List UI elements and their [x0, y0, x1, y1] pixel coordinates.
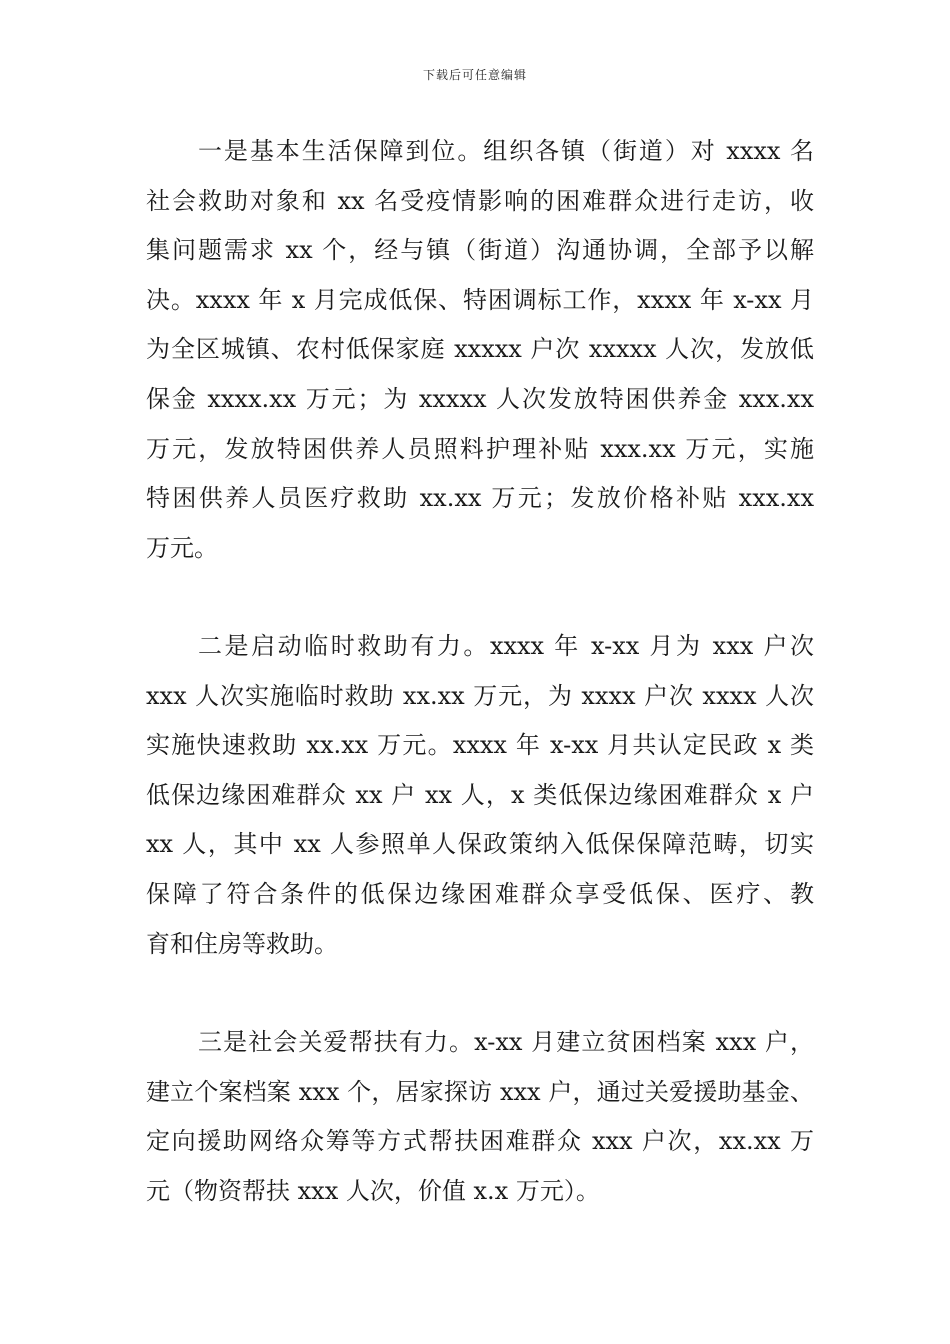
text-line: 决。xxxx 年 x 月完成低保、特困调标工作，xxxx 年 x-xx 月	[146, 285, 814, 314]
text-line: 保金 xxxx.xx 万元；为 xxxxx 人次发放特困供养金 xxx.xx	[146, 384, 814, 413]
text-line: 集问题需求 xx 个，经与镇（街道）沟通协调，全部予以解	[146, 236, 814, 265]
paragraph-lines	[146, 622, 814, 969]
text-line: 保障了符合条件的低保边缘困难群众享受低保、医疗、教	[146, 879, 814, 908]
text-line: 元（物资帮扶 xxx 人次，价值 x.x 万元）。	[146, 1176, 600, 1205]
paragraph-social-care-support	[146, 1018, 814, 1216]
text-line: 万元。	[146, 533, 218, 562]
text-line: 定向援助网络众筹等方式帮扶困难群众 xxx 户次，xx.xx 万	[146, 1127, 814, 1156]
text-line: 一是基本生活保障到位。组织各镇（街道）对 xxxx 名	[198, 137, 814, 165]
text-line: xx 人，其中 xx 人参照单人保政策纳入低保保障范畴，切实	[146, 830, 814, 859]
text-line: 低保边缘困难群众 xx 户 xx 人，x 类低保边缘困难群众 x 户	[146, 780, 814, 809]
text-line: 实施快速救助 xx.xx 万元。xxxx 年 x-xx 月共认定民政 x 类	[146, 731, 814, 760]
page-header: 下载后可任意编辑	[422, 68, 527, 82]
text-line: 特困供养人员医疗救助 xx.xx 万元；发放价格补贴 xxx.xx	[146, 484, 814, 513]
text-line: xxx 人次实施临时救助 xx.xx 万元，为 xxxx 户次 xxxx 人次	[146, 681, 814, 710]
text-line: 育和住房等救助。	[146, 929, 338, 958]
text-line: 万元，发放特困供养人员照料护理补贴 xxx.xx 万元，实施	[146, 434, 814, 463]
paragraph-lines	[146, 127, 814, 573]
paragraph-lines	[146, 1018, 814, 1216]
paragraph-basic-living-security	[146, 127, 814, 573]
text-line: 为全区城镇、农村低保家庭 xxxxx 户次 xxxxx 人次，发放低	[146, 335, 814, 364]
text-line: 社会救助对象和 xx 名受疫情影响的困难群众进行走访，收	[146, 186, 814, 215]
text-line: 建立个案档案 xxx 个，居家探访 xxx 户，通过关爱援助基金、	[146, 1077, 814, 1106]
text-line: 二是启动临时救助有力。xxxx 年 x-xx 月为 xxx 户次	[198, 632, 814, 660]
text-line: 三是社会关爱帮扶有力。x-xx 月建立贫困档案 xxx 户，	[198, 1028, 814, 1056]
paragraph-temporary-assistance	[146, 622, 814, 969]
